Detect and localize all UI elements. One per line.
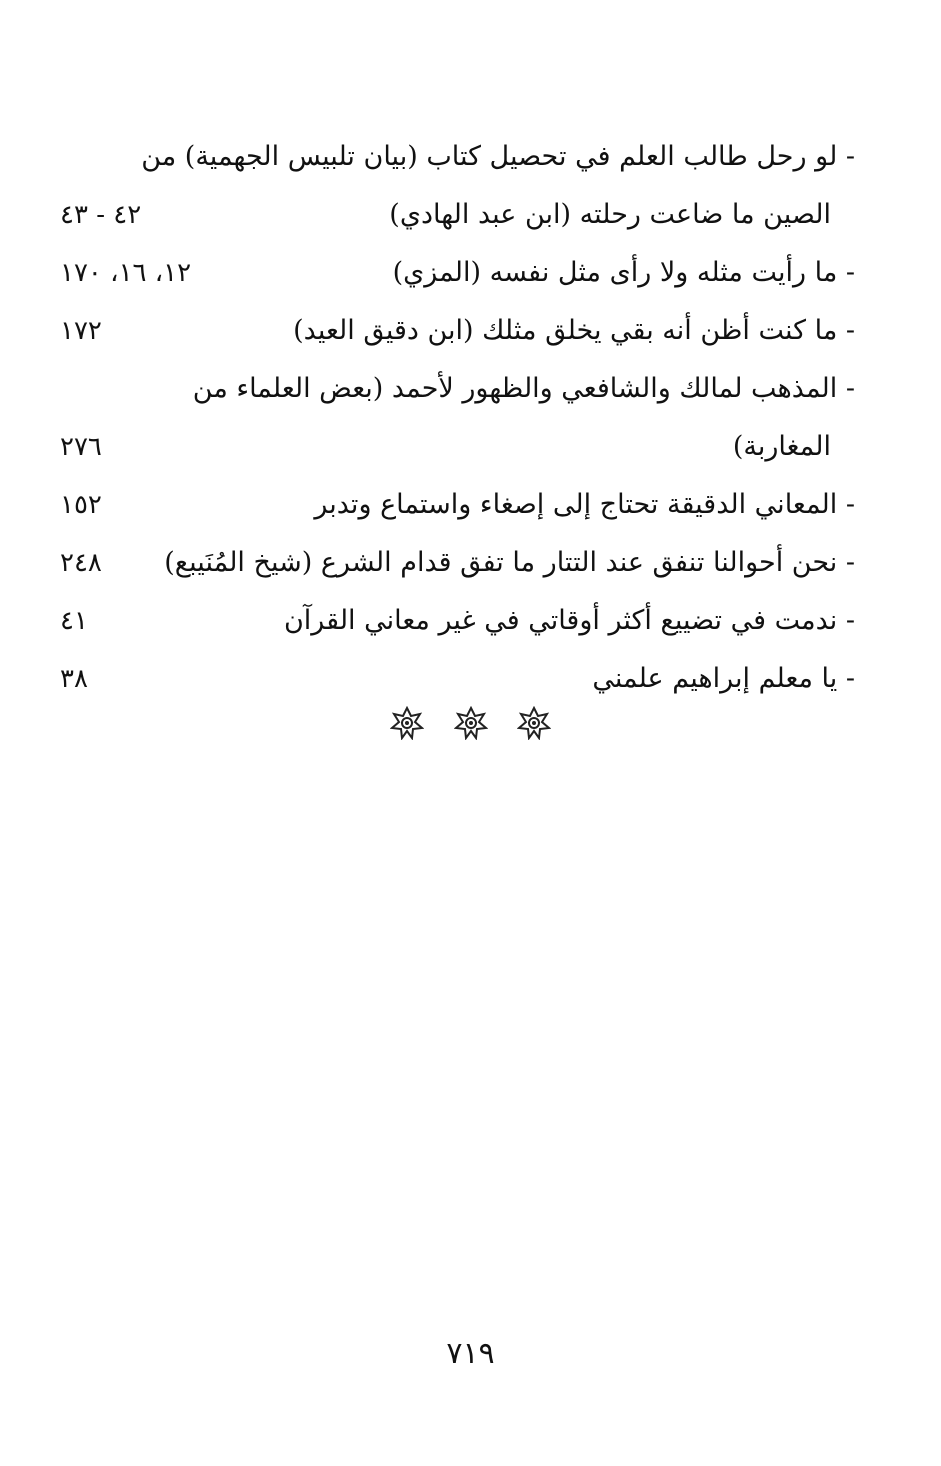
entry-page-numbers: ٣٨	[60, 664, 88, 694]
entry-text: - يا معلم إبراهيم علمني	[592, 663, 855, 694]
flower-ornament-icon	[517, 706, 551, 740]
entry-text: - المعاني الدقيقة تحتاج إلى إصغاء واستماع وتدبر	[314, 489, 855, 520]
entry-line	[60, 360, 855, 418]
index-entry	[60, 592, 855, 650]
index-entry	[60, 650, 855, 708]
entry-line	[60, 302, 855, 360]
index-entries	[60, 128, 855, 708]
entry-page-numbers: ٢٧٦	[60, 432, 102, 462]
entry-line	[60, 592, 855, 650]
entry-text: - ما كنت أظن أنه بقي يخلق مثلك (ابن دقيق العيد)	[293, 315, 855, 346]
entry-page-numbers: ٢٤٨	[60, 548, 102, 578]
entry-text: الصين ما ضاعت رحلته (ابن عبد الهادي)	[389, 199, 831, 230]
index-entry	[60, 534, 855, 592]
index-entry	[60, 244, 855, 302]
entry-text: - ندمت في تضييع أكثر أوقاتي في غير معاني القرآن	[283, 605, 855, 636]
entry-page-numbers: ١٢، ١٦، ١٧٠	[60, 258, 192, 288]
entry-line	[60, 418, 855, 476]
index-entry	[60, 128, 855, 244]
entry-line	[60, 650, 855, 708]
flower-ornament-icon	[454, 706, 488, 740]
index-entry	[60, 360, 855, 476]
entry-line	[60, 244, 855, 302]
entry-text: - لو رحل طالب العلم في تحصيل كتاب (بيان تلبيس الجهمية) من	[141, 141, 855, 172]
index-entry	[60, 476, 855, 534]
entry-line	[60, 128, 855, 186]
entry-page-numbers: ٤٢ - ٤٣	[60, 200, 142, 230]
entry-page-numbers: ١٥٢	[60, 490, 102, 520]
entry-line	[60, 534, 855, 592]
flower-ornament-icon	[390, 706, 424, 740]
entry-page-numbers: ١٧٢	[60, 316, 102, 346]
entry-line	[60, 476, 855, 534]
section-ornament	[0, 706, 941, 748]
entry-text: المغاربة)	[732, 431, 831, 462]
entry-page-numbers: ٤١	[60, 606, 88, 636]
entry-text: - ما رأيت مثله ولا رأى مثل نفسه (المزي)	[392, 257, 855, 288]
entry-text: - نحن أحوالنا تنفق عند التتار ما تفق قدام الشرع (شيخ المُنَيبع)	[164, 547, 855, 578]
entry-text: - المذهب لمالك والشافعي والظهور لأحمد (بعض العلماء من	[192, 373, 855, 404]
page-number: ٧١٩	[446, 1336, 495, 1371]
index-entry	[60, 302, 855, 360]
entry-line	[60, 186, 855, 244]
